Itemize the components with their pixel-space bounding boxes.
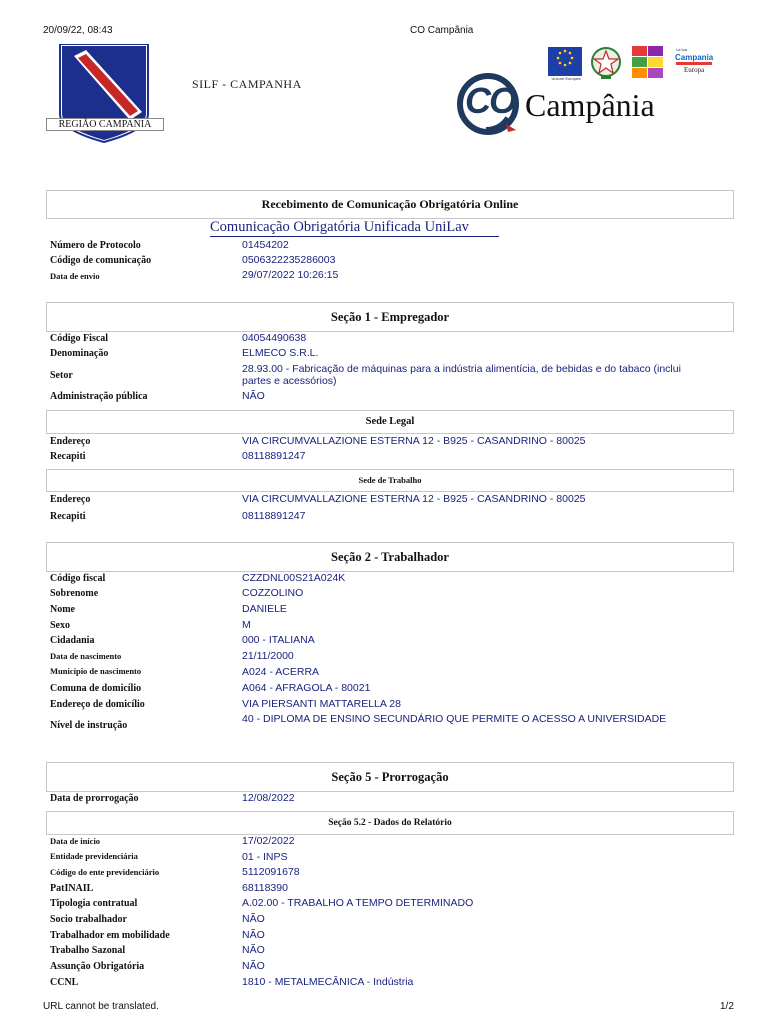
field-value: 04054490638 — [242, 332, 307, 344]
eu-caption: Unione Europea — [546, 76, 586, 81]
field-label: Administração pública — [50, 391, 148, 402]
field-label: CCNL — [50, 977, 79, 988]
print-footer-url: URL cannot be translated. — [43, 1001, 159, 1012]
field-value: VIA CIRCUMVALLAZIONE ESTERNA 12 - B925 - CASANDRINO - 80025 — [242, 435, 586, 447]
section2-header — [46, 542, 734, 572]
section5-2-header — [46, 811, 734, 835]
field-value: CZZDNL00S21A024K — [242, 572, 346, 584]
field-value: A064 - AFRAGOLA - 80021 — [242, 682, 371, 694]
field-label: Sobrenome — [50, 588, 99, 599]
field-label: Recapiti — [50, 451, 86, 462]
field-value: 12/08/2022 — [242, 792, 295, 804]
europa-caption: Europa — [684, 66, 705, 74]
sede-trabalho-header — [46, 469, 734, 492]
field-label: Município de nascimento — [50, 666, 142, 676]
field-value: 29/07/2022 10:26:15 — [242, 269, 339, 281]
field-label: Trabalhador em mobilidade — [50, 930, 170, 941]
field-label: Socio trabalhador — [50, 914, 127, 925]
field-value: VIA CIRCUMVALLAZIONE ESTERNA 12 - B925 - CASANDRINO - 80025 — [242, 493, 586, 505]
field-label: Nível de instrução — [50, 720, 128, 731]
receipt-title-box — [46, 190, 734, 219]
field-value: NÃO — [242, 929, 265, 941]
field-label: Endereço — [50, 436, 91, 447]
campania-tagline: La tua — [676, 47, 688, 52]
field-label: Assunção Obrigatória — [50, 961, 145, 972]
campania-small-logo: Campania — [675, 53, 714, 62]
section1-title: Seção 1 - Empregador — [330, 310, 450, 324]
sede-legal-title: Sede Legal — [365, 416, 415, 427]
field-label: Código fiscal — [50, 573, 106, 584]
section5-title: Seção 5 - Prorrogação — [331, 770, 449, 784]
field-label: Código do ente previdenciário — [50, 867, 160, 877]
section5-header — [46, 762, 734, 792]
field-value: NÃO — [242, 944, 265, 956]
field-label: Entidade previdenciária — [50, 851, 138, 861]
field-label: Data de prorrogação — [50, 793, 139, 804]
field-value: 28.93.00 - Fabricação de máquinas para a indústria alimentícia, de bebidas e do tabaco (inclui partes e acessórios) — [242, 363, 681, 387]
receipt-subtitle: Comunicação Obrigatória Unificada UniLav — [210, 219, 499, 237]
field-value: A024 - ACERRA — [242, 666, 320, 678]
silf-title: SILF - CAMPANHA — [192, 77, 302, 91]
field-label: Denominação — [50, 348, 109, 359]
field-label: Endereço de domicílio — [50, 699, 145, 710]
field-label: Endereço — [50, 494, 91, 505]
regiao-caption: REGIÃO CAMPANIA — [46, 118, 164, 131]
field-label: Número de Protocolo — [50, 240, 141, 251]
section5-2-title: Seção 5.2 - Dados do Relatório — [328, 818, 452, 828]
print-datetime: 20/09/22, 08:43 — [43, 25, 113, 36]
field-value: NÃO — [242, 960, 265, 972]
program-logo-icon — [632, 46, 664, 78]
field-label: Comuna de domicílio — [50, 683, 142, 694]
campania-brand: Campânia — [525, 87, 655, 123]
field-label: Código Fiscal — [50, 333, 109, 344]
field-value: 1810 - METALMECÂNICA - Indústria — [242, 976, 414, 988]
field-value: 68118390 — [242, 882, 288, 894]
field-value: 08118891247 — [242, 510, 306, 522]
eu-flag-icon — [548, 47, 582, 77]
section1-header — [46, 302, 734, 332]
co-text: CO — [465, 80, 515, 121]
field-label: Nome — [50, 604, 75, 615]
sede-legal-header — [46, 410, 734, 434]
field-value: ELMECO S.R.L. — [242, 347, 319, 359]
field-value: 40 - DIPLOMA DE ENSINO SECUNDÁRIO QUE PERMITE O ACESSO A UNIVERSIDADE — [242, 713, 667, 725]
field-label: Recapiti — [50, 511, 86, 522]
campania-underline — [676, 62, 712, 65]
field-value: A.02.00 - TRABALHO A TEMPO DETERMINADO — [242, 897, 474, 909]
sede-trabalho-title: Sede de Trabalho — [358, 475, 422, 485]
print-title: CO Campânia — [410, 25, 474, 36]
field-value: 5112091678 — [242, 866, 300, 878]
field-label: Código de comunicação — [50, 255, 152, 266]
field-label: Setor — [50, 370, 73, 381]
receipt-title: Recebimento de Comunicação Obrigatória Online — [261, 197, 519, 211]
field-value: DANIELE — [242, 603, 287, 615]
field-value: 01 - INPS — [242, 851, 288, 863]
field-value: 000 - ITALIANA — [242, 634, 315, 646]
field-value: 21/11/2000 — [242, 650, 294, 662]
field-label: Data de nascimento — [50, 651, 122, 661]
field-label: Data de início — [50, 836, 101, 846]
field-value: 08118891247 — [242, 450, 306, 462]
regiao-campania-logo — [46, 44, 162, 144]
field-label: Sexo — [50, 620, 70, 631]
field-value: VIA PIERSANTI MATTARELLA 28 — [242, 698, 401, 710]
field-value: NÃO — [242, 390, 265, 402]
field-value: 0506322235286003 — [242, 254, 336, 266]
field-value: NÃO — [242, 913, 265, 925]
field-label: Cidadania — [50, 635, 95, 646]
field-value: 17/02/2022 — [242, 835, 295, 847]
field-label: Trabalho Sazonal — [50, 945, 126, 956]
field-value: 01454202 — [242, 239, 289, 251]
section2-title: Seção 2 - Trabalhador — [331, 550, 449, 564]
page-number: 1/2 — [720, 1001, 734, 1012]
field-label: Tipologia contratual — [50, 898, 138, 909]
field-label: PatINAIL — [50, 883, 94, 894]
field-value: COZZOLINO — [242, 587, 304, 599]
field-value: M — [242, 619, 251, 631]
field-label: Data de envio — [50, 271, 100, 281]
italian-emblem-icon — [590, 46, 622, 80]
